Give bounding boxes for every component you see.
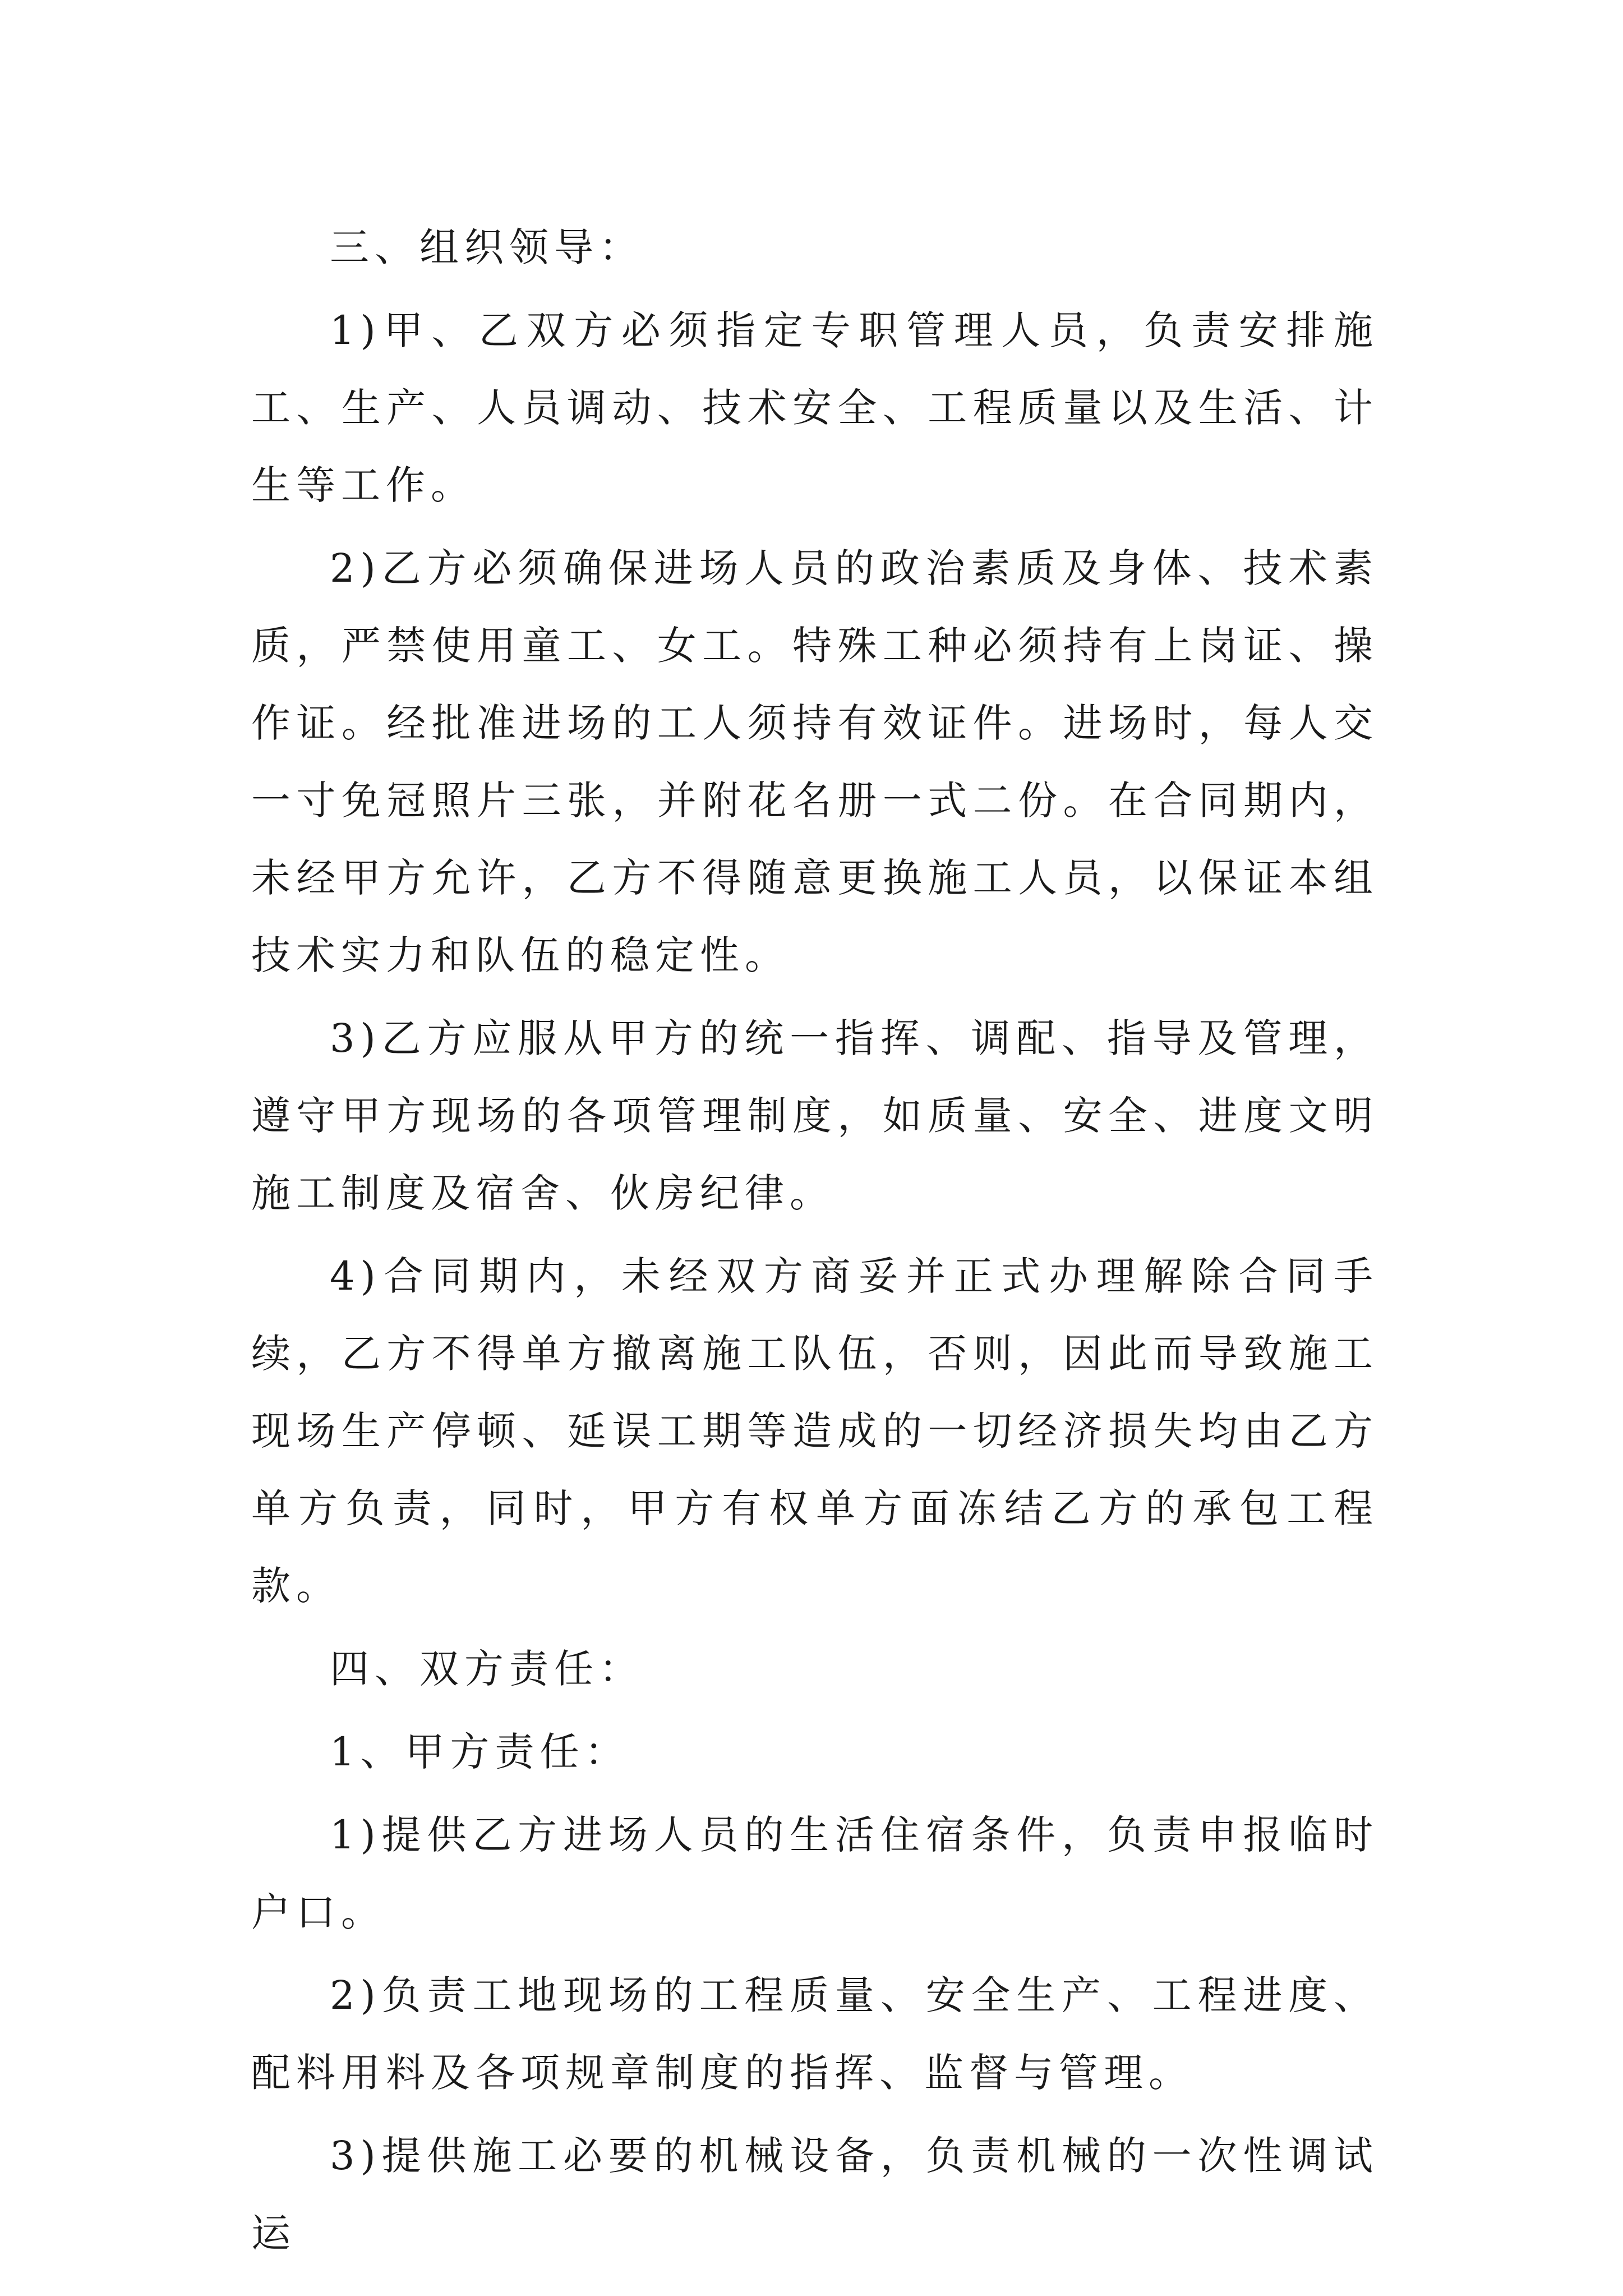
subsection-heading-party-a: 1、甲方责任： [330,1729,630,1775]
paragraph-item-4: 4)合同期内，未经双方商妥并正式办理解除合同手续，乙方不得单方撤离施工队伍，否则，因此而导致施工现场生产停顿、延误工期等造成的一切经济损失均由乙方单方负责，同时，甲方有权单方面冻结乙方的承包工程款。 [251,1253,1378,1609]
paragraph-item-2: 2)乙方必须确保进场人员的政治素质及身体、技术素质，严禁使用童工、女工。特殊工种必须持有上岗证、操作证。经批准进场的工人须持有效证件。进场时，每人交一寸免冠照片三张，并附花名册一式二份。在合同期内，未经甲方允许，乙方不得随意更换施工人员，以保证本组技术实力和队伍的稳定性。 [251,545,1378,978]
paragraph-party-a-3: 3)提供施工必要的机械设备，负责机械的一次性调试运 [251,2133,1378,2256]
paragraph-item-3: 3)乙方应服从甲方的统一指挥、调配、指导及管理，遵守甲方现场的各项管理制度，如质量、安全、进度文明施工制度及宿舍、伙房纪律。 [251,1015,1378,1216]
paragraph-item-1: 1)甲、乙双方必须指定专职管理人员，负责安排施工、生产、人员调动、技术安全、工程质量以及生活、计生等工作。 [251,307,1378,508]
section-heading-responsibilities: 四、双方责任： [330,1646,644,1692]
section-heading-organization: 三、组织领导： [330,224,644,270]
paragraph-party-a-2: 2)负责工地现场的工程质量、安全生产、工程进度、配料用料及各项规章制度的指挥、监督与管理。 [251,1972,1378,2096]
document-page [251,209,1378,2277]
paragraph-party-a-1: 1)提供乙方进场人员的生活住宿条件，负责申报临时户口。 [251,1812,1378,1935]
